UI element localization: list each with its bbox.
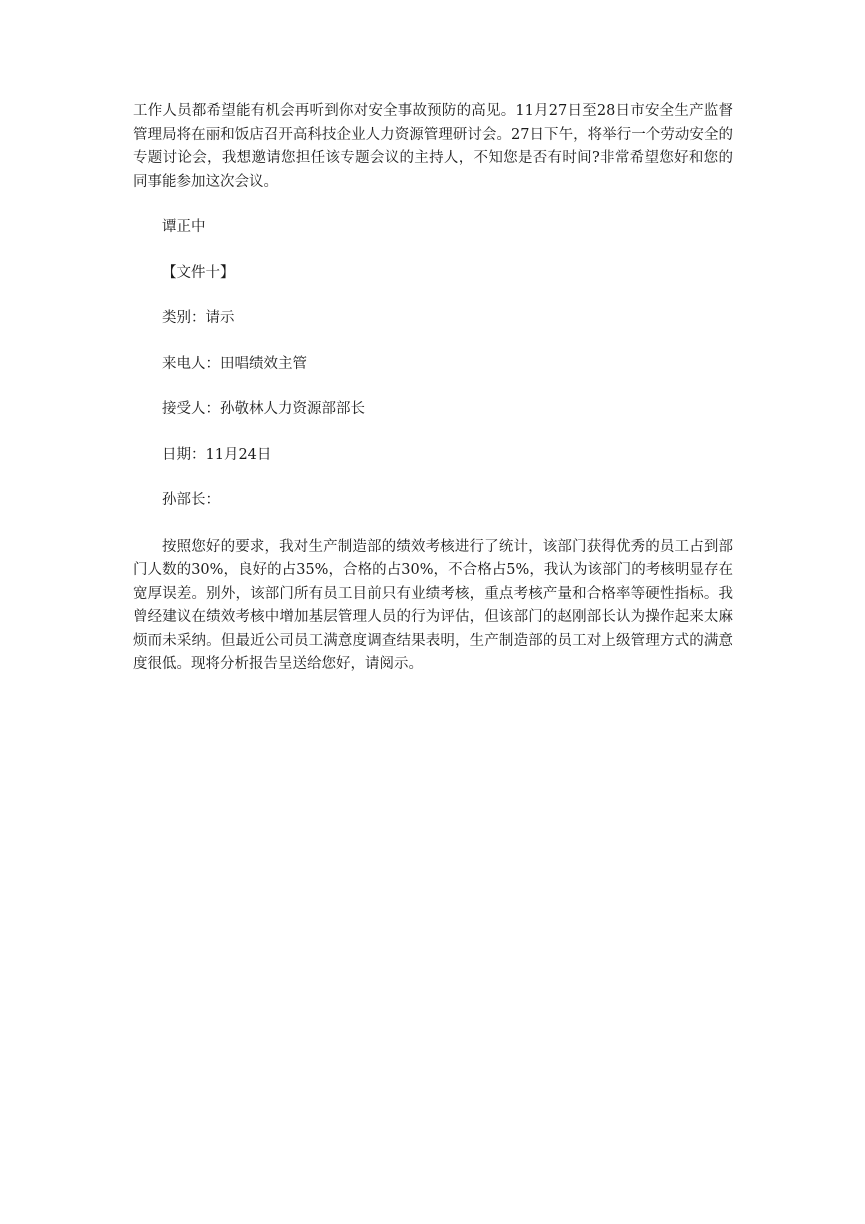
receiver-line: 接受人：孙敬林人力资源部部长 xyxy=(162,401,365,417)
category-line: 类别：请示 xyxy=(162,310,235,326)
body-paragraph: 按照您好的要求，我对生产制造部的绩效考核进行了统计，该部门获得优秀的员工占到部门人数的30%，良好的占35%，合格的占30%，不合格占5%，我认为该部门的考核明显存在宽厚误差。别外，该部门所有员工目前只有业绩考核，重点考核产量和合格率等硬性指标。我曾经建议在绩效考核中增加基层管理人员的行为评估，但该部门的赵刚部长认为操作起来太麻烦而未采纳。但最近公司员工满意度调查结果表明，生产制造部的员工对上级管理方式的满意度很低。现将分析报告呈送给您好，请阅示。 xyxy=(133,538,733,672)
document-page xyxy=(133,100,733,677)
caller-line: 来电人：田唱绩效主管 xyxy=(162,355,307,372)
section-heading: 【文件十】 xyxy=(162,264,235,281)
salutation: 孙部长： xyxy=(162,492,220,508)
date-line: 日期：11月24日 xyxy=(162,446,272,463)
signature: 谭正中 xyxy=(162,219,206,235)
intro-paragraph: 工作人员都希望能有机会再听到你对安全事故预防的高见。11月27日至28日市安全生产监督管理局将在丽和饭店召开高科技企业人力资源管理研讨会。27日下午，将举行一个劳动安全的专题讨论会，我想邀请您担任该专题会议的主持人，不知您是否有时间?非常希望您好和您的同事能参加这次会议。 xyxy=(133,103,733,190)
